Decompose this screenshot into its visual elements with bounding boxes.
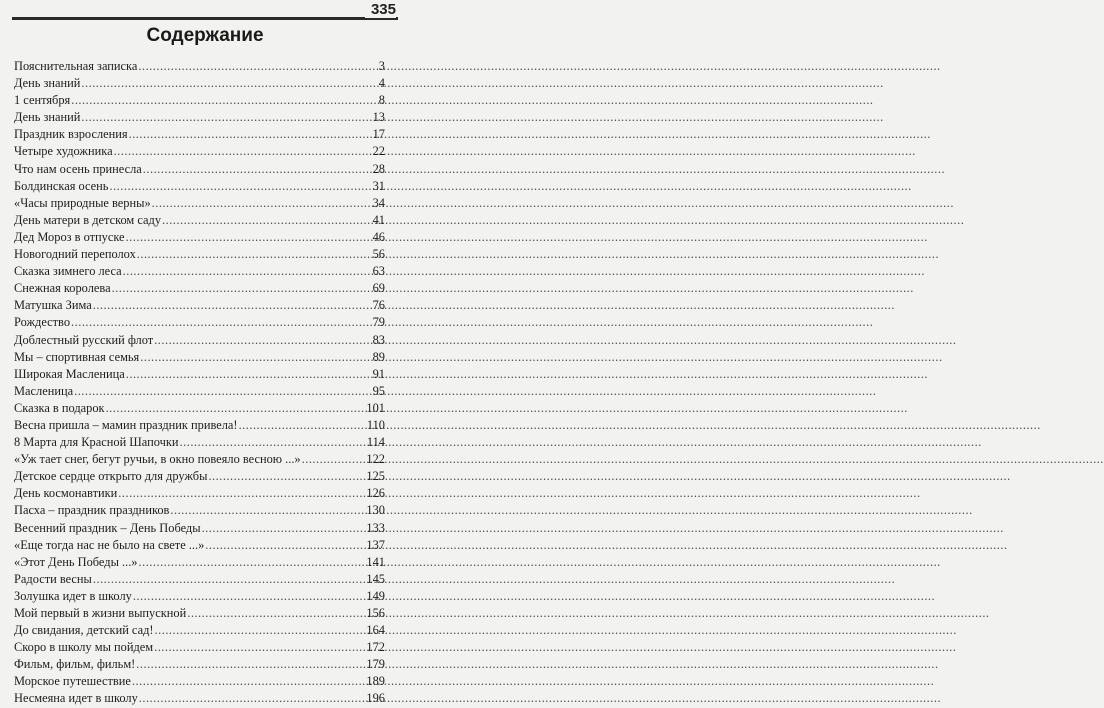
toc-entry-title: Сказка зимнего леса <box>14 264 122 279</box>
toc-entry-page: 79 <box>372 315 385 330</box>
toc-entry-page: 3 <box>378 59 385 73</box>
toc-entry-page: 8 <box>378 93 385 108</box>
toc-list <box>14 58 385 708</box>
toc-entry-page: 133 <box>366 520 385 535</box>
toc-dot-leader <box>129 126 372 143</box>
toc-entry <box>14 280 385 297</box>
toc-entry-page: 179 <box>366 657 385 672</box>
toc-entry <box>14 366 385 383</box>
toc-dot-leader <box>139 554 366 571</box>
toc-dot-leader <box>93 297 372 314</box>
toc-entry-page: 22 <box>372 144 385 159</box>
toc-dot-leader <box>302 451 366 468</box>
toc-entry <box>14 622 385 639</box>
toc-dot-leader <box>109 178 371 195</box>
toc-dot-leader <box>208 468 365 485</box>
toc-entry <box>14 58 385 75</box>
toc-entry-title: Снежная королева <box>14 281 111 296</box>
toc-entry <box>14 485 385 502</box>
toc-entry <box>14 690 385 707</box>
toc-entry-title: «Этот День Победы ...» <box>14 554 138 569</box>
toc-entry-title: Детское сердце открыто для дружбы <box>14 469 208 484</box>
toc-entry-page: 110 <box>366 417 385 432</box>
toc-entry-page: 34 <box>372 195 385 210</box>
toc-entry-page: 4 <box>378 76 385 91</box>
toc-entry <box>14 126 385 143</box>
toc-entry-page: 130 <box>366 503 385 518</box>
toc-entry-title: Мой первый в жизни выпускной <box>14 606 187 620</box>
toc-entry <box>14 75 385 92</box>
toc-entry <box>14 673 385 690</box>
toc-entry-page: 126 <box>366 486 385 501</box>
toc-entry-page: 46 <box>372 229 385 244</box>
header-rule <box>12 17 398 20</box>
toc-entry <box>14 383 385 400</box>
toc-entry <box>14 246 385 263</box>
toc-entry <box>14 161 385 178</box>
toc-entry-page: 164 <box>366 623 385 638</box>
toc-entry-title: День знаний <box>14 110 81 125</box>
toc-entry-page: 91 <box>372 366 385 381</box>
toc-dot-leader <box>137 246 372 263</box>
toc-entry-page: 83 <box>372 332 385 347</box>
toc-dot-leader <box>154 332 371 349</box>
toc-entry-page: 189 <box>366 674 385 689</box>
page-number: 335 <box>365 1 396 18</box>
toc-dot-leader <box>170 502 365 519</box>
toc-entry-page: 137 <box>366 537 385 552</box>
toc-entry <box>14 656 385 673</box>
toc-dot-leader <box>140 349 371 366</box>
toc-entry-page: 63 <box>372 264 385 279</box>
toc-entry-page: 31 <box>372 178 385 193</box>
toc-entry <box>14 349 385 366</box>
toc-entry <box>14 417 385 434</box>
toc-entry-page: 101 <box>366 400 385 415</box>
toc-dot-leader <box>187 605 365 622</box>
toc-entry <box>14 229 385 246</box>
toc-entry-page: 41 <box>372 212 385 227</box>
toc-entry <box>14 537 385 554</box>
toc-dot-leader <box>81 75 377 92</box>
toc-entry <box>14 588 385 605</box>
toc-dot-leader <box>180 434 366 451</box>
toc-entry <box>14 434 385 451</box>
toc-entry <box>14 451 385 468</box>
toc-entry-page: 149 <box>366 588 385 603</box>
toc-entry-title: Дед Мороз в отпуске <box>14 229 125 244</box>
toc-entry-page: 141 <box>366 554 385 569</box>
toc-entry-title: Золушка идет в школу <box>14 588 132 603</box>
toc-entry <box>14 143 385 160</box>
toc-dot-leader <box>118 485 365 502</box>
toc-entry-title: Несмеяна идет в школу <box>14 691 138 706</box>
toc-entry-page: 196 <box>366 691 385 706</box>
toc-entry-title: Сказка в подарок <box>14 400 105 415</box>
toc-dot-leader <box>93 571 366 588</box>
toc-entry-title: Болдинская осень <box>14 178 109 193</box>
toc-dot-leader <box>106 400 366 417</box>
toc-entry-title: Четыре художника <box>14 144 113 159</box>
toc-dot-leader <box>136 656 365 673</box>
toc-dot-leader <box>74 383 372 400</box>
toc-entry <box>14 314 385 331</box>
toc-entry-title: Мы – спортивная семья <box>14 349 140 364</box>
toc-entry-page: 172 <box>366 640 385 655</box>
toc-entry-title: Весенний праздник – День Победы <box>14 520 201 535</box>
toc-entry-title: Широкая Масленица <box>14 366 125 381</box>
toc-dot-leader <box>139 690 366 707</box>
toc-entry-title: Радости весны <box>14 571 92 586</box>
toc-entry-page: 145 <box>366 571 385 586</box>
toc-entry-title: Масленица <box>14 383 74 398</box>
toc-dot-leader <box>126 229 372 246</box>
toc-entry-title: День знаний <box>14 76 81 91</box>
toc-entry-title: «Еще тогда нас не было на свете ...» <box>14 537 205 552</box>
toc-entry-title: Праздник взросления <box>14 127 128 142</box>
toc-dot-leader <box>143 161 372 178</box>
toc-entry <box>14 297 385 314</box>
toc-dot-leader <box>81 109 371 126</box>
toc-entry-page: 89 <box>372 349 385 364</box>
toc-entry <box>14 263 385 280</box>
toc-entry-title: Рождество <box>14 315 71 330</box>
toc-entry-page: 13 <box>372 110 385 125</box>
toc-dot-leader <box>114 143 372 160</box>
toc-entry <box>14 571 385 588</box>
toc-entry-title: День матери в детском саду <box>14 212 162 227</box>
toc-entry-title: До свидания, детский сад! <box>14 623 154 638</box>
toc-entry-title: Скоро в школу мы пойдем <box>14 640 154 655</box>
toc-entry <box>14 520 385 537</box>
toc-entry-page: 125 <box>366 469 385 484</box>
toc-entry <box>14 212 385 229</box>
toc-entry <box>14 109 385 126</box>
toc-entry-title: Матушка Зима <box>14 298 92 313</box>
toc-entry-page: 156 <box>366 606 385 620</box>
page-header <box>0 0 410 24</box>
toc-entry-title: «Уж тает снег, бегут ручьи, в окно повеяло весною ...» <box>14 452 301 467</box>
toc-dot-leader <box>132 673 365 690</box>
toc-entry-title: Фильм, фильм, фильм! <box>14 657 136 672</box>
toc-dot-leader <box>239 417 366 434</box>
toc-dot-leader <box>202 520 366 537</box>
toc-dot-leader <box>154 639 365 656</box>
toc-entry <box>14 178 385 195</box>
toc-dot-leader <box>162 212 372 229</box>
toc-entry-title: Новогодний переполох <box>14 247 136 262</box>
toc-dot-leader <box>112 280 372 297</box>
toc-entry-title: День космонавтики <box>14 486 118 501</box>
toc-dot-leader <box>123 263 372 280</box>
toc-entry-page: 76 <box>372 298 385 313</box>
toc-entry <box>14 639 385 656</box>
toc-entry <box>14 554 385 571</box>
toc-entry-title: «Часы природные верны» <box>14 195 151 210</box>
toc-dot-leader <box>71 314 372 331</box>
toc-dot-leader <box>155 622 366 639</box>
toc-entry-page: 122 <box>366 452 385 467</box>
toc-dot-leader <box>71 92 378 109</box>
toc-entry <box>14 332 385 349</box>
toc-entry-page: 28 <box>372 161 385 176</box>
toc-entry <box>14 195 385 212</box>
toc-entry-title: 8 Марта для Красной Шапочки <box>14 435 179 450</box>
toc-title: Содержание <box>146 25 264 46</box>
toc-entry-page: 114 <box>366 435 385 450</box>
toc-entry-page: 56 <box>372 247 385 262</box>
toc-entry-title: Доблестный русский флот <box>14 332 154 347</box>
toc-entry <box>14 605 385 622</box>
toc-dot-leader <box>133 588 366 605</box>
toc-dot-leader <box>205 537 365 554</box>
toc-entry-page: 17 <box>372 127 385 142</box>
toc-entry <box>14 502 385 519</box>
toc-entry-page: 69 <box>372 281 385 296</box>
toc-dot-leader <box>126 366 372 383</box>
toc-dot-leader <box>152 195 372 212</box>
toc-entry-title: Пояснительная записка <box>14 59 138 73</box>
toc-entry <box>14 92 385 109</box>
toc-entry <box>14 468 385 485</box>
toc-entry-title: Морское путешествие <box>14 674 131 689</box>
toc-entry <box>14 400 385 417</box>
toc-entry-title: Весна пришла – мамин праздник привела! <box>14 417 238 432</box>
toc-entry-title: Что нам осень принесла <box>14 161 142 176</box>
toc-entry-title: 1 сентября <box>14 93 71 108</box>
toc-entry-page: 95 <box>372 383 385 398</box>
toc-dot-leader <box>138 58 377 75</box>
toc-entry-title: Пасха – праздник праздников <box>14 503 170 518</box>
